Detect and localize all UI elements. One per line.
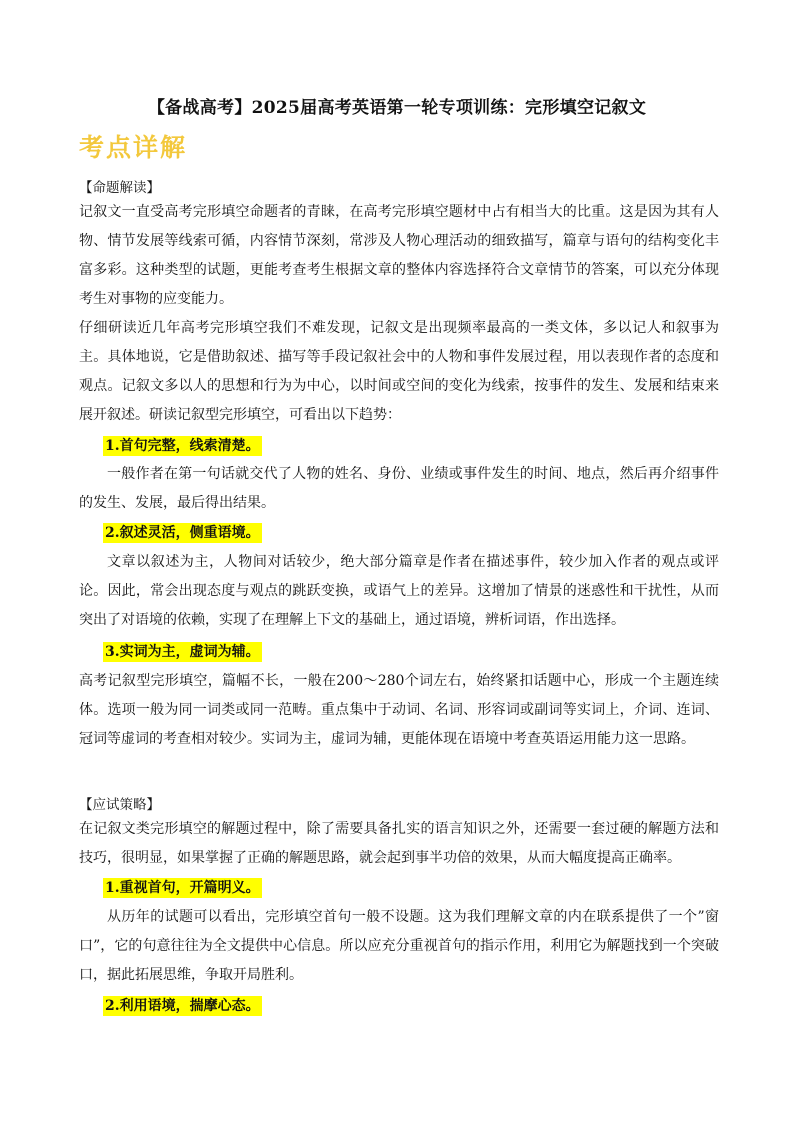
document-title: 【备战高考】2025届高考英语第一轮专项训练：完形填空记叙文 <box>147 98 647 118</box>
point-2-highlight: 2.叙述灵活，侧重语境。 <box>105 525 260 541</box>
paragraph-7: 从历年的试题可以看出，完形填空首句一般不设题。这为我们理解文章的内在联系提供了一个”窗口”，它的句意往往为全文提供中心信息。所以应充分重视首句的指示作用，利用它为解题找到一个突破口，据此拓展思维，争取开局胜利。 <box>79 909 719 983</box>
paragraph-2: 仔细研读近几年高考完形填空我们不难发现，记叙文是出现频率最高的一类文体，多以记人和叙事为主。具体地说，它是借助叙述、描写等手段记叙社会中的人物和事件发展过程，用以表现作者的态度和观点。记叙文多以人的思想和行为为中心，以时间或空间的变化为线索，按事件的发生、发展和结束来展开叙述。研读记叙型完形填空，可看出以下趋势： <box>79 320 719 423</box>
paragraph-6: 在记叙文类完形填空的解题过程中，除了需要具备扎实的语言知识之外，还需要一套过硬的解题方法和技巧，很明显，如果掌握了正确的解题思路，就会起到事半功倍的效果，从而大幅度提高正确率。 <box>79 821 719 866</box>
point-4-highlight: 1.重视首句，开篇明义。 <box>105 880 260 896</box>
label-analysis: 【命题解读】 <box>79 180 160 196</box>
point-5-highlight: 2.利用语境，揣摩心态。 <box>105 998 260 1014</box>
paragraph-5: 高考记叙型完形填空，篇幅不长，一般在200～280个词左右，始终紧扣话题中心，形成一个主题连续体。选项一般为同一词类或同一范畴。重点集中于动词、名词、形容词或副词等实词上，介词、连词、冠词等虚词的考查相对较少。实词为主，虚词为辅，更能体现在语境中考查英语运用能力这一思路。 <box>79 673 719 747</box>
section-heading: 考点详解 <box>79 133 188 162</box>
point-3-highlight: 3.实词为主，虚词为辅。 <box>105 644 260 660</box>
label-strategy: 【应试策略】 <box>79 797 160 813</box>
paragraph-1: 记叙文一直受高考完形填空命题者的青睐，在高考完形填空题材中占有相当大的比重。这是因为其有人物、情节发展等线索可循，内容情节深刻，常涉及人物心理活动的细致描写，篇章与语句的结构变化丰富多彩。这种类型的试题，更能考查考生根据文章的整体内容选择符合文章情节的答案，可以充分体现考生对事物的应变能力。 <box>79 204 719 307</box>
paragraph-4: 文章以叙述为主，人物间对话较少，绝大部分篇章是作者在描述事件，较少加入作者的观点或评论。因此，常会出现态度与观点的跳跃变换，或语气上的差异。这增加了情景的迷惑性和干扰性，从而突出了对语境的依赖，实现了在理解上下文的基础上，通过语境，辨析词语，作出选择。 <box>79 554 719 628</box>
point-1-highlight: 1.首句完整，线索清楚。 <box>105 438 260 454</box>
paragraph-3: 一般作者在第一句话就交代了人物的姓名、身份、业绩或事件发生的时间、地点，然后再介绍事件的发生、发展，最后得出结果。 <box>79 466 719 511</box>
